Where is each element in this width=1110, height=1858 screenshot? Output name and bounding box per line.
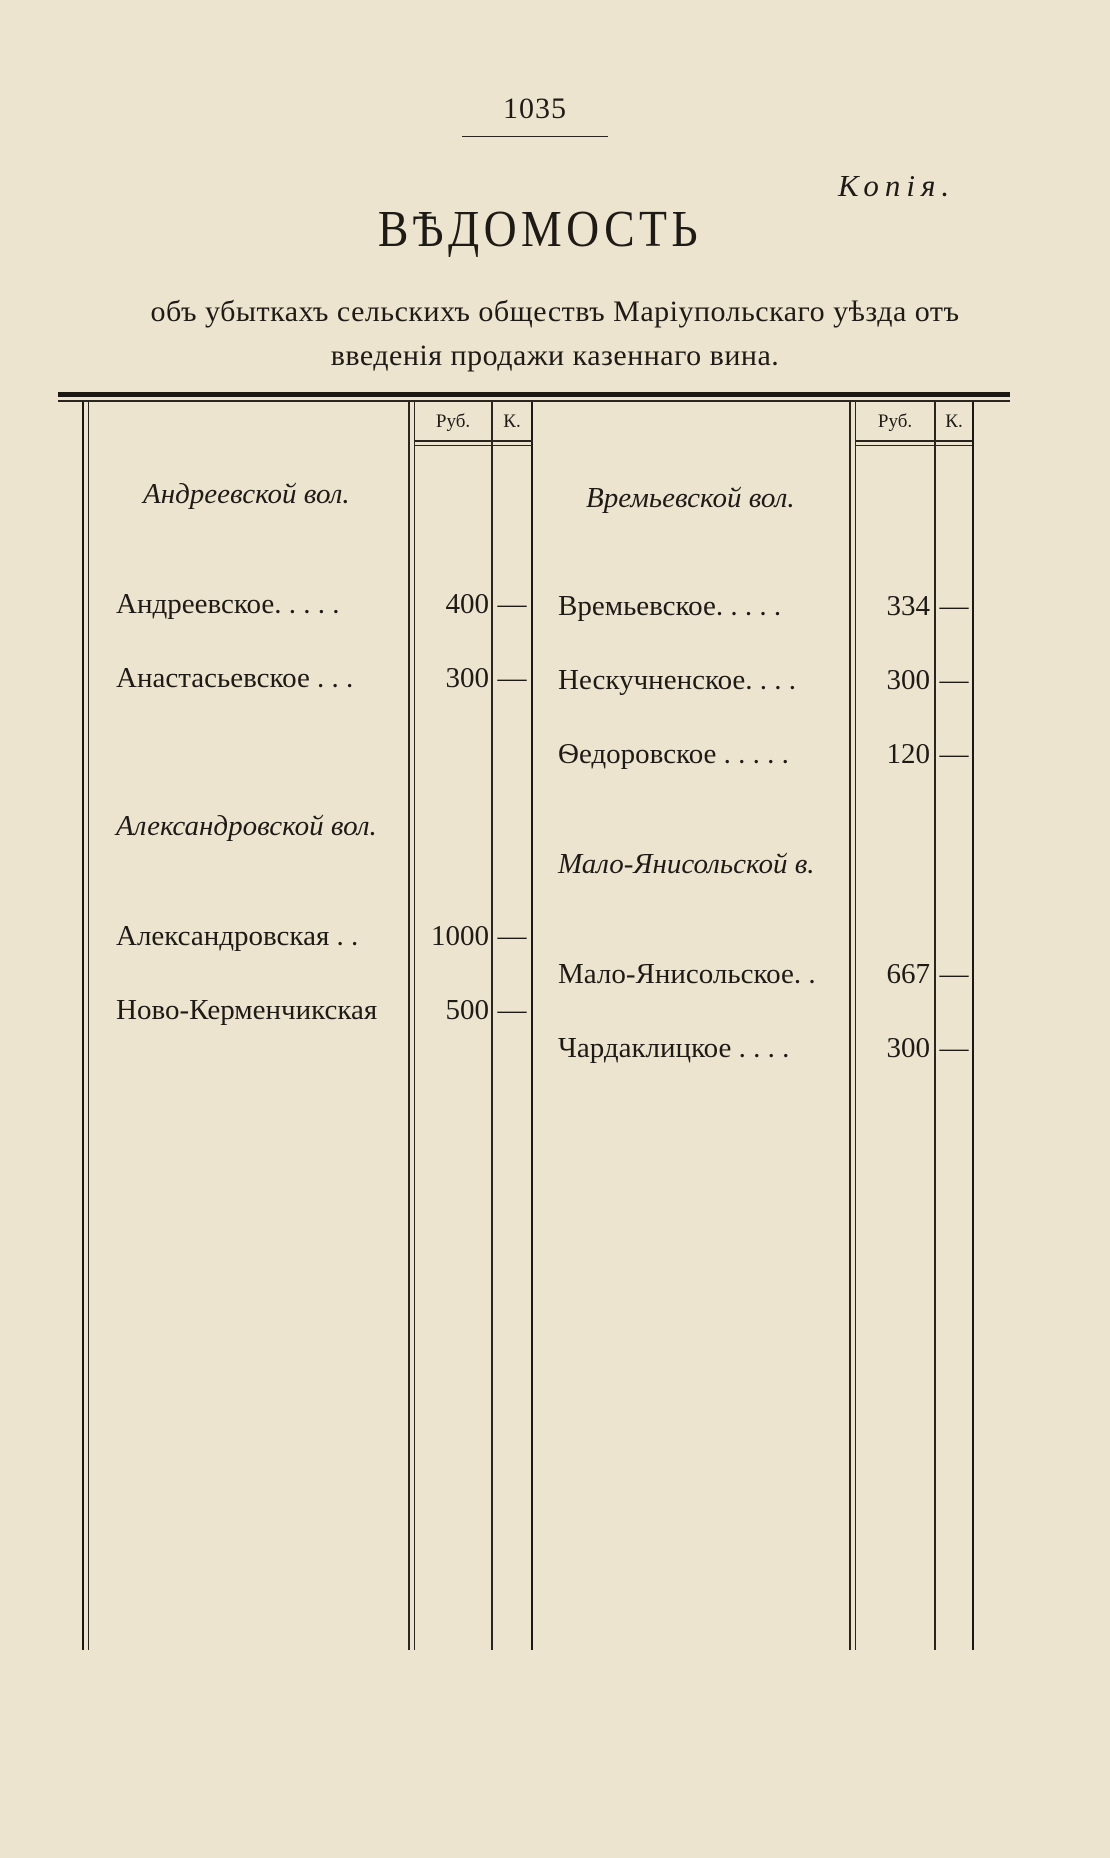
subtitle-line-2: введенія продажи казеннаго вина. [330, 339, 780, 372]
left-kop-header: К. [503, 411, 521, 432]
left-rub-header: Руб. [435, 411, 471, 432]
table-row-kop: — [497, 662, 527, 694]
right-header-underline-2 [856, 445, 972, 446]
table-right-border [972, 402, 974, 1650]
table-row-rub: 500 [445, 994, 489, 1026]
table-top-rule-thick [58, 392, 1010, 397]
table-row-name: Ѳедоровское . . . . . [558, 738, 789, 770]
page-number: 1035 [503, 92, 567, 125]
left-header-underline-2 [415, 445, 533, 446]
left-group-heading: Андреевской вол. [143, 478, 350, 510]
table-left-border-inner [88, 402, 89, 1650]
table-row-kop: — [939, 738, 969, 770]
table-row-name: Нескучненское. . . . [558, 664, 797, 696]
table-top-rule-thin [58, 400, 1010, 402]
right-rub-column-divider [849, 402, 851, 1650]
table-row-kop: — [939, 1032, 969, 1064]
table-row-rub: 300 [886, 664, 930, 696]
table-left-border [82, 402, 84, 1650]
table-row-name: Времьевское. . . . . [558, 590, 782, 622]
left-header-underline [415, 440, 533, 442]
table-row-rub: 1000 [431, 920, 489, 952]
copy-mark: Копія. [838, 168, 956, 203]
table-row-name: Анастасьевское . . . [116, 662, 354, 694]
table-row-name: Чардаклицкое . . . . [558, 1032, 790, 1064]
table-row-kop: — [497, 920, 527, 952]
table-row-name: Ново-Керменчикская [116, 994, 378, 1026]
center-divider [531, 402, 533, 1650]
left-rub-column-divider [408, 402, 410, 1650]
table-row-name: Александровская . . [116, 920, 359, 952]
table-row-rub: 400 [445, 588, 489, 620]
right-header-underline [856, 440, 972, 442]
right-kop-header: К. [945, 411, 963, 432]
table-row-name: Андреевское. . . . . [116, 588, 340, 620]
table-row-kop: — [939, 664, 969, 696]
document-title: ВѢДОМОСТЬ [377, 201, 703, 258]
subtitle-line-1: объ убыткахъ сельскихъ обществъ Маріупольскаго уѣзда отъ [150, 295, 960, 328]
right-rub-header: Руб. [877, 411, 913, 432]
right-group-heading: Мало-Янисольской в. [558, 848, 815, 880]
left-group-heading: Александровской вол. [116, 810, 377, 842]
table-row-kop: — [939, 590, 969, 622]
table-row-rub: 120 [886, 738, 930, 770]
table-row-rub: 334 [886, 590, 930, 622]
table-row-kop: — [497, 588, 527, 620]
table-row-rub: 667 [886, 958, 930, 990]
table-row-rub: 300 [445, 662, 489, 694]
table-row-kop: — [939, 958, 969, 990]
table-row-kop: — [497, 994, 527, 1026]
page-number-underline [462, 136, 608, 137]
document-subtitle [80, 290, 1030, 378]
table-row-name: Мало-Янисольское. . [558, 958, 816, 990]
right-group-heading: Времьевской вол. [586, 482, 795, 514]
table-row-rub: 300 [886, 1032, 930, 1064]
